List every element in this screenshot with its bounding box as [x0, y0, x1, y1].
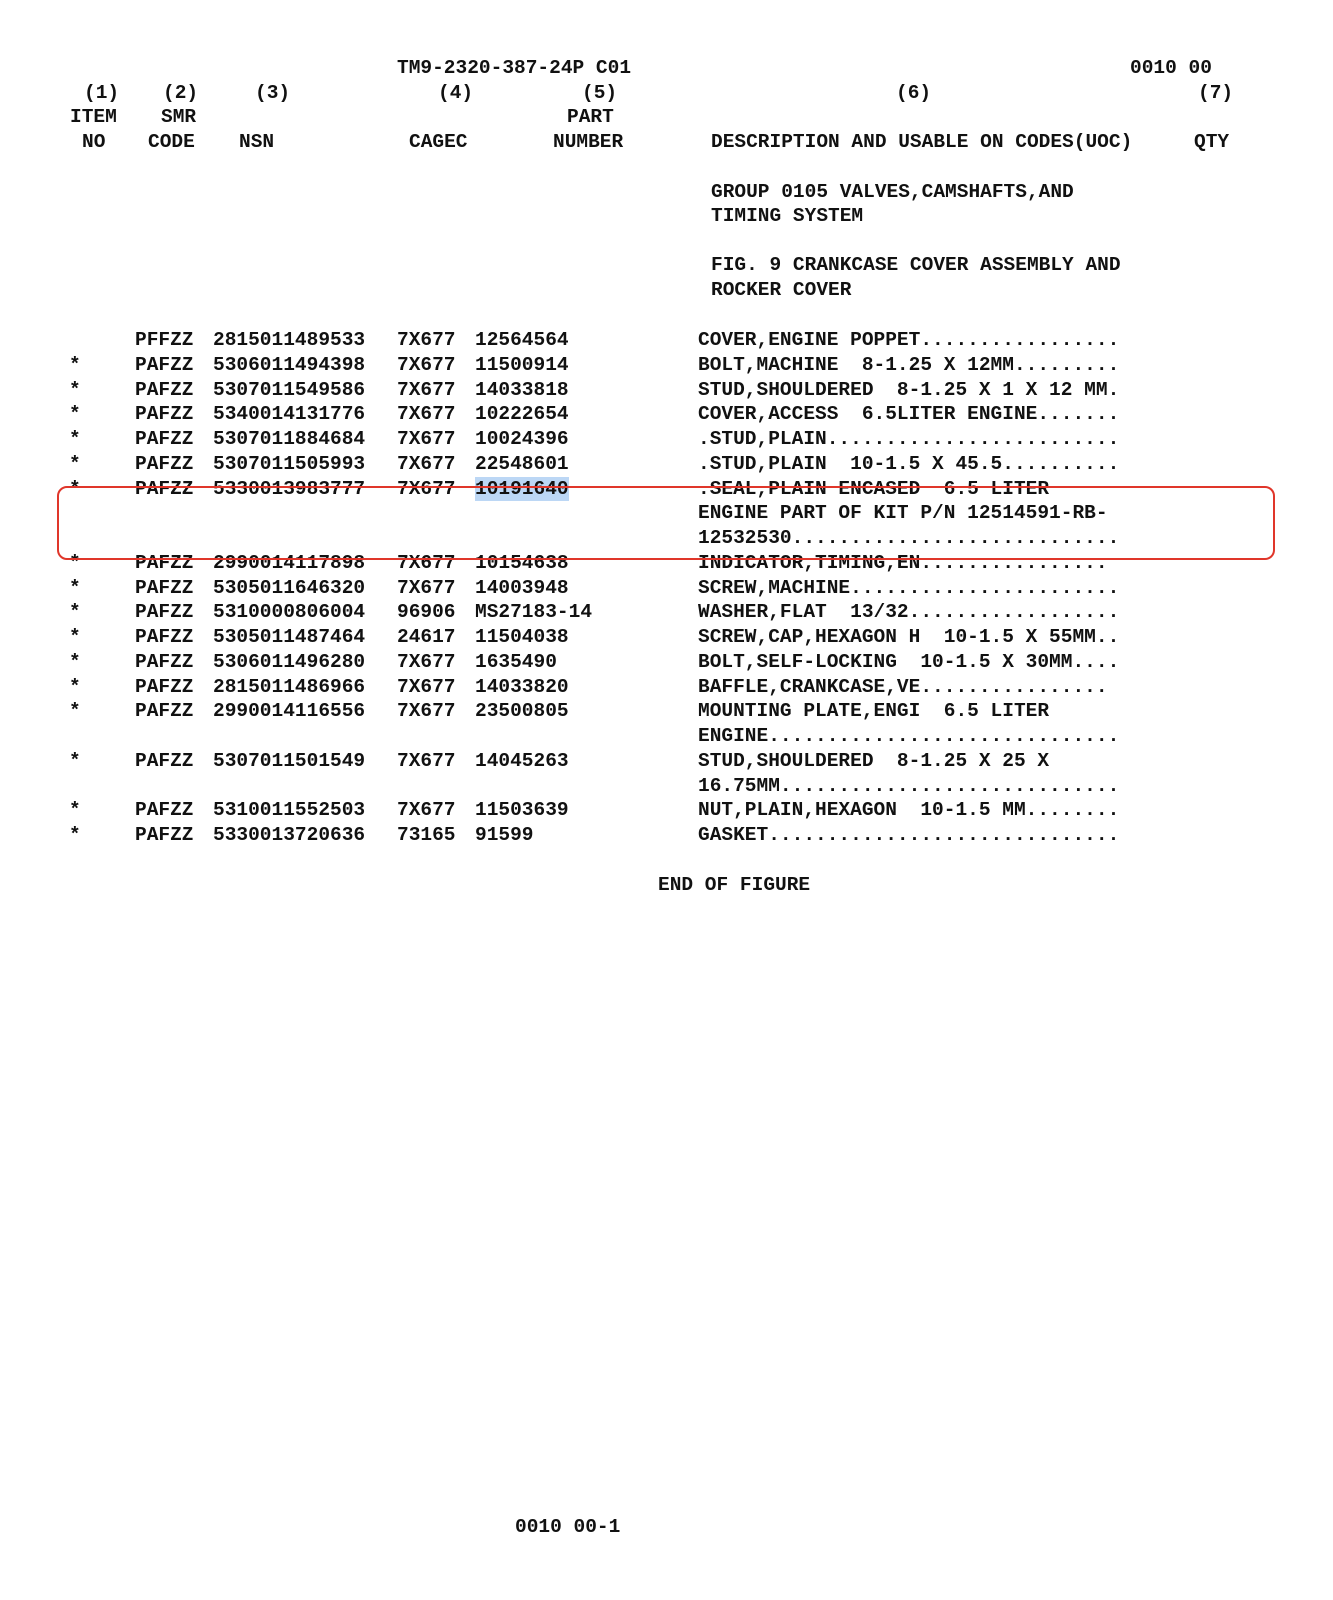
- row-marker: *: [69, 477, 81, 500]
- part-number: 10191640: [475, 477, 569, 500]
- description: BOLT,SELF-LOCKING 10-1.5 X 30MM....: [698, 650, 1120, 673]
- description: BOLT,MACHINE 8-1.25 X 12MM.........: [698, 353, 1120, 376]
- smr-code: PAFZZ: [135, 403, 194, 426]
- col2-heading-line1: SMR: [161, 106, 197, 128]
- row-marker: *: [69, 428, 81, 450]
- part-number: 11504038: [475, 626, 569, 648]
- col7-heading: QTY: [1194, 131, 1230, 153]
- part-number: MS27183-14: [475, 601, 593, 624]
- description: .STUD,PLAIN 10-1.5 X 45.5..........: [698, 452, 1120, 475]
- figure-title-line2: ROCKER COVER: [711, 279, 852, 301]
- cagec: 7X677: [397, 675, 456, 698]
- nsn: 5305011487464: [213, 626, 366, 648]
- cagec: 7X677: [397, 799, 456, 822]
- part-number: 12564564: [475, 329, 569, 351]
- nsn: 5307011884684: [213, 428, 366, 450]
- smr-code: PAFZZ: [135, 749, 194, 772]
- description: INDICATOR,TIMING,EN................: [698, 551, 1108, 574]
- col1-heading-line1: ITEM: [70, 106, 117, 128]
- smr-code: PAFZZ: [135, 452, 194, 475]
- description: NUT,PLAIN,HEXAGON 10-1.5 MM........: [698, 799, 1120, 822]
- smr-code: PAFZZ: [135, 428, 194, 450]
- row-marker: *: [69, 403, 81, 426]
- nsn: 5310011552503: [213, 799, 366, 822]
- part-number: 10024396: [475, 428, 569, 450]
- nsn: 2990014116556: [213, 700, 366, 723]
- part-number: 91599: [475, 824, 534, 846]
- smr-code: PAFZZ: [135, 799, 194, 822]
- description-continuation: ENGINE PART OF KIT P/N 12514591-RB-: [698, 502, 1108, 525]
- cagec: 7X677: [397, 428, 456, 450]
- part-number: 14033818: [475, 378, 569, 401]
- nsn: 5330013720636: [213, 824, 366, 846]
- cagec: 7X677: [397, 403, 456, 426]
- group-title-line1: GROUP 0105 VALVES,CAMSHAFTS,AND: [711, 181, 1074, 203]
- smr-code: PFFZZ: [135, 329, 194, 351]
- smr-code: PAFZZ: [135, 551, 194, 574]
- cagec: 24617: [397, 626, 456, 648]
- col7-number: (7): [1198, 82, 1234, 104]
- part-number: 10154638: [475, 551, 569, 574]
- nsn: 2815011486966: [213, 675, 366, 698]
- cagec: 7X677: [397, 477, 456, 500]
- row-marker: *: [69, 626, 81, 648]
- cagec: 7X677: [397, 353, 456, 376]
- part-number: 14003948: [475, 576, 569, 599]
- part-number: 10222654: [475, 403, 569, 426]
- col3-heading: NSN: [239, 131, 275, 153]
- row-marker: *: [69, 452, 81, 475]
- row-marker: *: [69, 353, 81, 376]
- col1-number: (1): [84, 82, 120, 104]
- description: STUD,SHOULDERED 8-1.25 X 25 X: [698, 749, 1050, 772]
- cagec: 7X677: [397, 378, 456, 401]
- smr-code: PAFZZ: [135, 626, 194, 648]
- col6-number: (6): [896, 82, 932, 104]
- smr-code: PAFZZ: [135, 824, 194, 846]
- nsn: 2990014117898: [213, 551, 366, 574]
- col6-heading: DESCRIPTION AND USABLE ON CODES(UOC): [711, 131, 1133, 153]
- cagec: 73165: [397, 824, 456, 846]
- row-marker: *: [69, 650, 81, 673]
- description: COVER,ACCESS 6.5LITER ENGINE.......: [698, 403, 1120, 426]
- row-marker: *: [69, 601, 81, 624]
- description-continuation: 12532530............................: [698, 527, 1120, 549]
- part-number: 14033820: [475, 675, 569, 698]
- part-number: 11503639: [475, 799, 569, 822]
- row-marker: *: [69, 675, 81, 698]
- row-marker: *: [69, 378, 81, 401]
- figure-title-line1: FIG. 9 CRANKCASE COVER ASSEMBLY AND: [711, 254, 1121, 276]
- col1-heading-line2: NO: [82, 131, 106, 153]
- end-of-figure: END OF FIGURE: [658, 874, 811, 896]
- group-title-line2: TIMING SYSTEM: [711, 205, 864, 227]
- description: .STUD,PLAIN.........................: [698, 428, 1120, 450]
- cagec: 7X677: [397, 452, 456, 475]
- col5-number: (5): [582, 82, 618, 104]
- row-marker: *: [69, 749, 81, 772]
- smr-code: PAFZZ: [135, 675, 194, 698]
- col2-number: (2): [163, 82, 199, 104]
- part-number: 23500805: [475, 700, 569, 723]
- part-number: 1635490: [475, 650, 557, 673]
- cagec: 7X677: [397, 749, 456, 772]
- smr-code: PAFZZ: [135, 576, 194, 599]
- col4-number: (4): [438, 82, 474, 104]
- nsn: 2815011489533: [213, 329, 366, 351]
- description: BAFFLE,CRANKCASE,VE................: [698, 675, 1108, 698]
- row-marker: *: [69, 824, 81, 846]
- description: WASHER,FLAT 13/32..................: [698, 601, 1120, 624]
- nsn: 5306011496280: [213, 650, 366, 673]
- description: SCREW,CAP,HEXAGON H 10-1.5 X 55MM..: [698, 626, 1120, 648]
- part-number: 22548601: [475, 452, 569, 475]
- col5-heading-line1: PART: [567, 106, 614, 128]
- document-id: TM9-2320-387-24P C01: [397, 57, 632, 79]
- cagec: 7X677: [397, 650, 456, 673]
- nsn: 5310000806004: [213, 601, 366, 624]
- col2-heading-line2: CODE: [148, 131, 195, 153]
- col5-heading-line2: NUMBER: [553, 131, 624, 153]
- smr-code: PAFZZ: [135, 353, 194, 376]
- nsn: 5306011494398: [213, 353, 366, 376]
- col3-number: (3): [255, 82, 291, 104]
- description: GASKET..............................: [698, 824, 1120, 846]
- row-marker: *: [69, 700, 81, 723]
- description-continuation: 16.75MM.............................: [698, 774, 1120, 797]
- description-continuation: ENGINE..............................: [698, 725, 1120, 747]
- description: MOUNTING PLATE,ENGI 6.5 LITER: [698, 700, 1050, 723]
- description: COVER,ENGINE POPPET.................: [698, 329, 1120, 351]
- highlight-callout: [57, 486, 1275, 560]
- description: STUD,SHOULDERED 8-1.25 X 1 X 12 MM.: [698, 378, 1120, 401]
- smr-code: PAFZZ: [135, 477, 194, 500]
- nsn: 5340014131776: [213, 403, 366, 426]
- description: .SEAL,PLAIN ENCASED 6.5 LITER: [698, 477, 1050, 500]
- smr-code: PAFZZ: [135, 700, 194, 723]
- nsn: 5330013983777: [213, 477, 366, 500]
- part-number: 14045263: [475, 749, 569, 772]
- cagec: 96906: [397, 601, 456, 624]
- smr-code: PAFZZ: [135, 601, 194, 624]
- cagec: 7X677: [397, 329, 456, 351]
- page-number: 0010 00-1: [515, 1516, 621, 1538]
- smr-code: PAFZZ: [135, 378, 194, 401]
- col4-heading: CAGEC: [409, 131, 468, 153]
- cagec: 7X677: [397, 576, 456, 599]
- nsn: 5307011505993: [213, 452, 366, 475]
- section-number: 0010 00: [1130, 57, 1212, 79]
- nsn: 5307011549586: [213, 378, 366, 401]
- row-marker: *: [69, 799, 81, 822]
- part-number: 11500914: [475, 353, 569, 376]
- cagec: 7X677: [397, 700, 456, 723]
- description: SCREW,MACHINE.......................: [698, 576, 1120, 599]
- smr-code: PAFZZ: [135, 650, 194, 673]
- nsn: 5307011501549: [213, 749, 366, 772]
- nsn: 5305011646320: [213, 576, 366, 599]
- cagec: 7X677: [397, 551, 456, 574]
- row-marker: *: [69, 576, 81, 599]
- row-marker: *: [69, 551, 81, 574]
